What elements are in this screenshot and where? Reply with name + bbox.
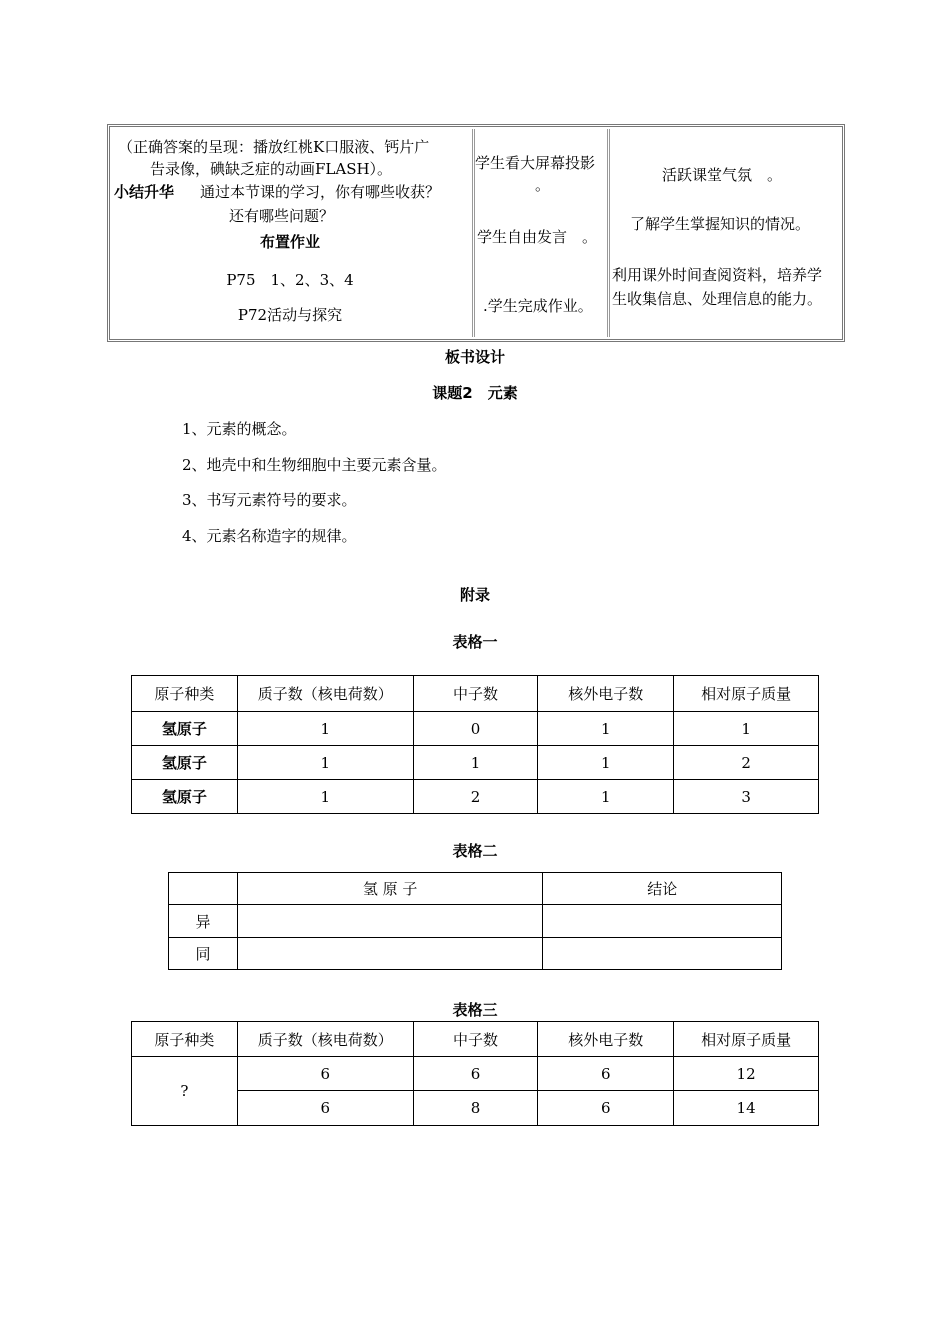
table-cell: 6 (413, 1057, 538, 1091)
table2-title: 表格二 (452, 842, 498, 860)
student-column (472, 129, 610, 337)
header-electrons: 核外电子数 (538, 676, 674, 712)
header-neutrons: 中子数 (413, 676, 538, 712)
purpose-2: 了解学生掌握知识的情况。 (630, 215, 811, 233)
homework-item-1: P75 1、2、3、4 (226, 271, 354, 289)
student-activity-2: 学生自由发言 。 (477, 228, 598, 246)
board-design-title: 板书设计 (444, 348, 505, 366)
table-cell: 1 (413, 746, 538, 780)
table-1 (131, 675, 819, 814)
table-row (169, 905, 782, 938)
table-cell (543, 938, 782, 970)
table-cell: 1 (237, 746, 413, 780)
table-cell (237, 938, 542, 970)
purpose-3: 利用课外时间查阅资料，培养学 (612, 266, 823, 284)
table-cell (237, 905, 542, 938)
table-header-row (132, 1022, 819, 1057)
header-hydrogen-atom: 氢 原 子 (237, 873, 542, 905)
board-point-4: 4、元素名称造字的规律。 (182, 527, 357, 545)
student-activity-3: .学生完成作业。 (483, 297, 593, 315)
appendix-title: 附录 (459, 586, 490, 604)
table-cell: 14 (674, 1091, 819, 1126)
header-atomic-mass: 相对原子质量 (674, 1022, 819, 1057)
purpose-3b: 生收集信息、处理信息的能力。 (612, 290, 823, 308)
answer-presentation-line2: 告录像，碘缺乏症的动画FLASH）。 (150, 160, 393, 178)
row-label-same: 同 (169, 938, 238, 970)
table-cell: 6 (538, 1091, 674, 1126)
student-activity-1b: 。 (535, 176, 551, 194)
table-cell: 1 (538, 746, 674, 780)
row-atom-name: 氢原子 (132, 746, 238, 780)
table-cell: 8 (413, 1091, 538, 1126)
lesson-plan-table (107, 124, 845, 342)
table-cell: 6 (538, 1057, 674, 1091)
table-3 (131, 1021, 819, 1126)
board-point-1: 1、元素的概念。 (182, 420, 297, 438)
answer-presentation-line1: （正确答案的呈现：播放红桃K口服液、钙片广 (118, 138, 430, 156)
header-atom-type: 原子种类 (132, 1022, 238, 1057)
board-point-3: 3、书写元素符号的要求。 (182, 491, 357, 509)
table-row (132, 780, 819, 814)
purpose-column (610, 129, 842, 337)
table-cell: 6 (237, 1057, 413, 1091)
header-electrons: 核外电子数 (538, 1022, 674, 1057)
merged-atom-type-cell: ? (132, 1057, 238, 1126)
homework-item-2: P72活动与探究 (237, 306, 343, 324)
table-cell (543, 905, 782, 938)
table-row (132, 746, 819, 780)
row-atom-name: 氢原子 (132, 712, 238, 746)
table-cell: 1 (538, 712, 674, 746)
student-activity-1: 学生看大屏幕投影 (475, 154, 596, 172)
table-cell: 3 (674, 780, 819, 814)
row-atom-name: 氢原子 (132, 780, 238, 814)
header-atom-type: 原子种类 (132, 676, 238, 712)
board-design-subtitle: 课题2 元素 (432, 384, 518, 402)
header-protons: 质子数（核电荷数） (237, 1022, 413, 1057)
table3-title: 表格三 (452, 1001, 498, 1019)
row-label-different: 异 (169, 905, 238, 938)
table1-title: 表格一 (452, 633, 498, 651)
table-row (132, 1057, 819, 1091)
table-row (169, 938, 782, 970)
header-conclusion: 结论 (543, 873, 782, 905)
summary-text2: 还有哪些问题？ (229, 207, 335, 225)
activity-column (112, 129, 468, 337)
summary-label: 小结升华 (114, 183, 175, 201)
table-cell: 1 (237, 780, 413, 814)
table-header-row (132, 676, 819, 712)
table-row (132, 712, 819, 746)
summary-text: 通过本节课的学习，你有哪些收获？ (200, 183, 441, 201)
table-cell: 2 (413, 780, 538, 814)
table-2 (168, 872, 782, 970)
table-cell: 1 (237, 712, 413, 746)
table-cell: 0 (413, 712, 538, 746)
table-cell: 1 (538, 780, 674, 814)
table-cell: 6 (237, 1091, 413, 1126)
purpose-1: 活跃课堂气氛 。 (662, 166, 783, 184)
table-cell: 1 (674, 712, 819, 746)
header-neutrons: 中子数 (413, 1022, 538, 1057)
board-point-2: 2、地壳中和生物细胞中主要元素含量。 (182, 456, 447, 474)
table-cell: 12 (674, 1057, 819, 1091)
homework-label: 布置作业 (259, 233, 320, 251)
header-blank (169, 873, 238, 905)
table-cell: 2 (674, 746, 819, 780)
table-header-row (169, 873, 782, 905)
header-atomic-mass: 相对原子质量 (674, 676, 819, 712)
header-protons: 质子数（核电荷数） (237, 676, 413, 712)
